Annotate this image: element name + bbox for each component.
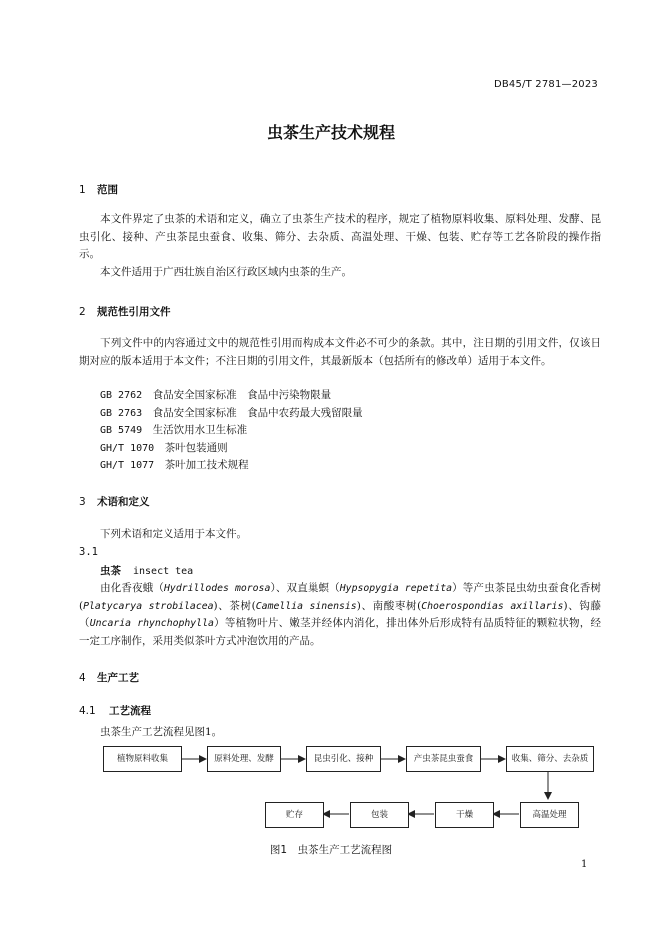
def-part: ）等产虫茶昆虫幼虫蚕食化香树(	[79, 582, 602, 612]
reference-code: GH/T 1077	[100, 460, 155, 471]
reference-title: 茶叶包装通则	[164, 442, 228, 454]
paragraph-text: 本文件适用于广西壮族自治区行政区域内虫茶的生产。	[100, 266, 352, 278]
term-number: 3.1	[79, 546, 98, 558]
section-number: 1	[79, 184, 86, 196]
subsection-number: 4.1	[79, 705, 96, 717]
reference-title: 生活饮用水卫生标准	[152, 424, 248, 436]
flow-step-insect-feeding: 产虫茶昆虫蚕食	[406, 746, 481, 772]
flow-step-collect-sieve: 收集、筛分、去杂质	[506, 746, 594, 772]
section-title: 规范性引用文件	[97, 306, 171, 318]
subsection-title: 工艺流程	[109, 705, 151, 717]
section-number: 2	[79, 306, 86, 318]
document-code: DB45/T 2781—2023	[493, 79, 598, 90]
def-part: ）等植物叶片、嫩茎并经体内消化，排出体外后形成特有品质特征的颗粒状物，经一定工序制作，采用类似茶叶方式冲泡饮用的产品。	[79, 617, 602, 647]
reference-title: 食品安全国家标准 食品中污染物限量	[152, 389, 332, 401]
def-part: ）、双直巢螟（	[270, 582, 340, 594]
paragraph-text: 虫茶生产工艺流程见图1。	[100, 726, 223, 738]
section-title: 生产工艺	[97, 672, 139, 684]
section-title: 范围	[97, 184, 118, 196]
term-english: insect tea	[133, 566, 194, 577]
term-chinese: 虫茶	[100, 565, 121, 577]
document-title: 虫茶生产技术规程	[266, 123, 395, 142]
reference-code: GH/T 1070	[100, 443, 155, 454]
flow-step-insect-inoculation: 昆虫引化、接种	[306, 746, 381, 772]
flow-step-drying: 干燥	[435, 802, 494, 828]
def-part-latin: Camellia sinensis	[255, 600, 357, 612]
def-part-latin: Platycarya strobilacea	[83, 600, 214, 612]
paragraph-text: 下列文件中的内容通过文中的规范性引用而构成本文件必不可少的条款。其中，注日期的引用文件，仅该日期对应的版本适用于本文件；不注日期的引用文件，其最新版本（包括所有的修改单）适用于本文件。	[79, 337, 601, 367]
def-part-latin: Hydrillodes morosa	[164, 583, 271, 594]
reference-title: 茶叶加工技术规程	[164, 459, 249, 471]
def-part-latin: Hypsopygia repetita	[339, 583, 452, 594]
flow-step-storage: 贮存	[265, 802, 324, 828]
section-number: 4	[79, 672, 86, 684]
reference-title: 食品安全国家标准 食品中农药最大残留限量	[152, 407, 363, 419]
section-title: 术语和定义	[97, 496, 150, 508]
flow-step-packaging: 包装	[350, 802, 409, 828]
flow-step-processing-fermentation: 原料处理、发酵	[207, 746, 281, 772]
def-part: 由化香夜蛾（	[100, 582, 165, 594]
flow-step-plant-collection: 植物原料收集	[103, 746, 182, 772]
def-part-latin: Uncaria rhynchophylla	[89, 618, 214, 630]
page-number: 1	[581, 859, 588, 870]
paragraph-text: 下列术语和定义适用于本文件。	[100, 528, 247, 540]
reference-code: GB 2762	[100, 390, 143, 401]
flow-step-heat-treatment: 高温处理	[520, 802, 579, 828]
def-part: )、钩藤（	[79, 599, 601, 630]
def-part-latin: Choerospondias axillaris	[421, 600, 564, 612]
def-part: )、南酸枣树(	[356, 599, 422, 612]
def-part: )、茶树(	[213, 599, 256, 612]
figure-caption: 图1 虫茶生产工艺流程图	[269, 844, 393, 856]
paragraph-text: 本文件界定了虫茶的术语和定义，确立了虫茶生产技术的程序，规定了植物原料收集、原料处理、发酵、昆虫引化、接种、产虫茶昆虫蚕食、收集、筛分、去杂质、高温处理、干燥、包装、贮存等工艺各阶段的操作指示。	[79, 213, 601, 261]
reference-code: GB 5749	[100, 425, 143, 436]
section-number: 3	[79, 496, 86, 508]
reference-code: GB 2763	[100, 408, 143, 419]
